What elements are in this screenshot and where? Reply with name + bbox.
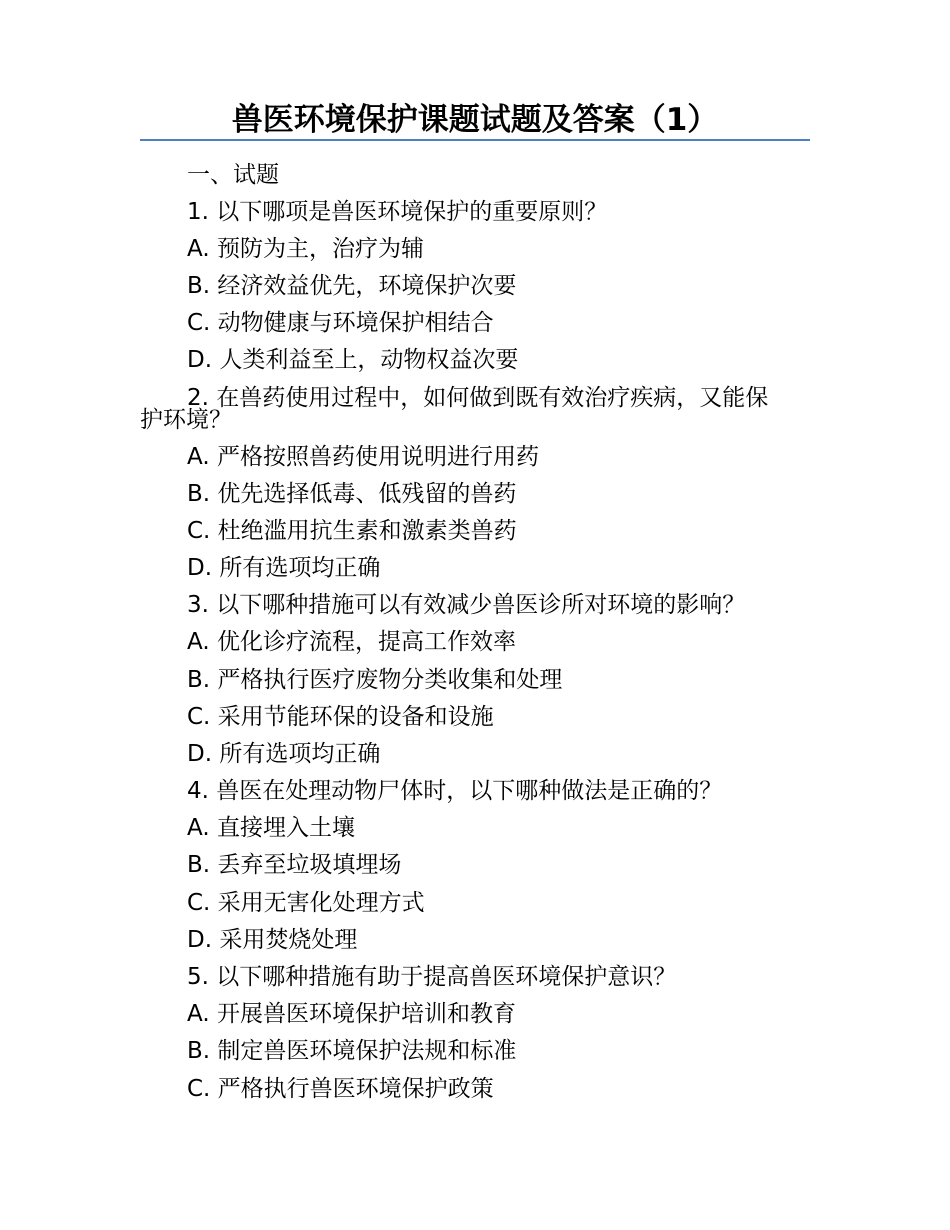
option-4c: C. 采用无害化处理方式 bbox=[187, 890, 425, 916]
option-5a: A. 开展兽医环境保护培训和教育 bbox=[187, 1001, 516, 1027]
option-3a: A. 优化诊疗流程，提高工作效率 bbox=[187, 629, 516, 655]
page-title: 兽医环境保护课题试题及答案（1） bbox=[231, 102, 719, 138]
option-3c: C. 采用节能环保的设备和设施 bbox=[187, 704, 494, 730]
question-2-line-1: 2. 在兽药使用过程中，如何做到既有效治疗疾病，又能保 bbox=[187, 385, 769, 411]
option-1a: A. 预防为主，治疗为辅 bbox=[187, 236, 424, 262]
option-2d: D. 所有选项均正确 bbox=[187, 555, 381, 581]
option-2b: B. 优先选择低毒、低残留的兽药 bbox=[187, 481, 517, 507]
question-2-line-2: 护环境？ bbox=[140, 407, 232, 433]
option-5c: C. 严格执行兽医环境保护政策 bbox=[187, 1076, 494, 1102]
option-3d: D. 所有选项均正确 bbox=[187, 741, 381, 767]
question-1: 1. 以下哪项是兽医环境保护的重要原则？ bbox=[187, 199, 608, 225]
option-1c: C. 动物健康与环境保护相结合 bbox=[187, 310, 494, 336]
question-3: 3. 以下哪种措施可以有效减少兽医诊所对环境的影响？ bbox=[187, 592, 746, 618]
option-2c: C. 杜绝滥用抗生素和激素类兽药 bbox=[187, 518, 517, 544]
option-3b: B. 严格执行医疗废物分类收集和处理 bbox=[187, 667, 563, 693]
option-1d: D. 人类利益至上，动物权益次要 bbox=[187, 347, 519, 373]
option-1b: B. 经济效益优先，环境保护次要 bbox=[187, 273, 517, 299]
option-4d: D. 采用焚烧处理 bbox=[187, 927, 358, 953]
section-heading: 一、试题 bbox=[187, 162, 279, 188]
option-2a: A. 严格按照兽药使用说明进行用药 bbox=[187, 444, 539, 470]
question-5: 5. 以下哪种措施有助于提高兽医环境保护意识？ bbox=[187, 964, 677, 990]
question-4: 4. 兽医在处理动物尸体时，以下哪种做法是正确的？ bbox=[187, 778, 723, 804]
option-5b: B. 制定兽医环境保护法规和标准 bbox=[187, 1038, 517, 1064]
option-4a: A. 直接埋入土壤 bbox=[187, 815, 355, 841]
option-4b: B. 丢弃至垃圾填埋场 bbox=[187, 852, 402, 878]
title-underline bbox=[140, 139, 810, 141]
